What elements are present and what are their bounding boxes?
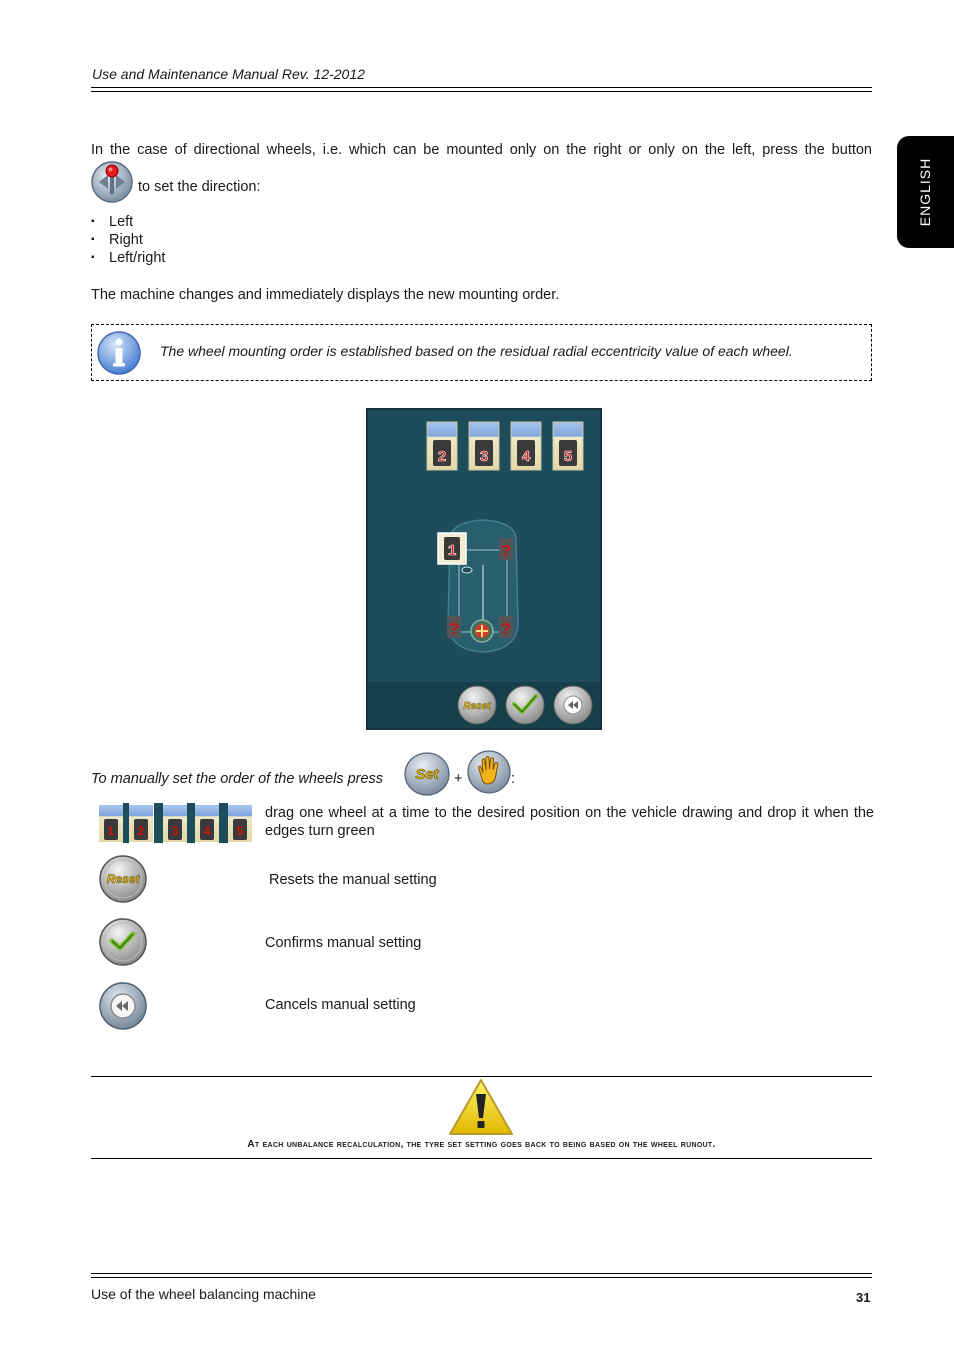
list-item: ▪ Left: [91, 214, 134, 230]
cancel-description: Cancels manual setting: [265, 997, 416, 1013]
reset-button-icon: [98, 854, 148, 904]
wheel-card: [228, 805, 252, 842]
warning-bottom-rule: [91, 1158, 872, 1159]
screen-wheel-card[interactable]: [511, 422, 541, 470]
screen-cancel-button[interactable]: [554, 686, 592, 724]
language-tab-label: ENGLISH: [917, 157, 934, 227]
footer-rule-2: [91, 1277, 872, 1278]
svg-text:5: 5: [563, 448, 573, 465]
machine-changes-text: The machine changes and immediately displays the new mounting order.: [91, 287, 560, 303]
intro-line-1: In the case of directional wheels, i.e. which can be mounted only on the right or only on the left, press the button: [91, 142, 872, 158]
screen-wheel-card[interactable]: [427, 422, 457, 470]
wheel-card: [129, 805, 153, 842]
cancel-button-icon: [98, 981, 148, 1031]
list-item: ▪ Right: [91, 232, 143, 248]
screen-reset-button[interactable]: [458, 686, 496, 724]
svg-text:4: 4: [521, 448, 531, 465]
svg-text:5: 5: [236, 824, 244, 838]
caption-plus: +: [454, 771, 463, 787]
svg-text:Set: Set: [415, 766, 439, 783]
warning-top-rule: [91, 1076, 872, 1077]
list-item: ▪ Left/right: [91, 250, 166, 266]
intro-line-2: to set the direction:: [138, 179, 261, 195]
screen-confirm-button[interactable]: [506, 686, 544, 724]
confirm-description: Confirms manual setting: [265, 935, 422, 951]
reset-description: Resets the manual setting: [269, 872, 437, 888]
svg-text:1: 1: [447, 542, 457, 559]
svg-text:?: ?: [501, 621, 511, 638]
header-rule-2: [91, 91, 872, 92]
screen-empty-slot[interactable]: [499, 538, 513, 560]
wheel-card: [163, 805, 187, 842]
page-number: 31: [856, 1290, 871, 1305]
manual-order-caption: To manually set the order of the wheels press: [91, 771, 384, 787]
caption-colon: :: [511, 771, 516, 787]
svg-text:Reset: Reset: [106, 872, 140, 886]
drag-instruction-text: drag one wheel at a time to the desired position on the vehicle drawing and drop it when the edges turn green: [265, 805, 874, 839]
confirm-button-icon: [98, 917, 148, 967]
info-note-text: The wheel mounting order is established based on the residual radial eccentricity value of each wheel.: [160, 343, 793, 359]
direction-options-list: [91, 213, 165, 267]
footer-rule: [91, 1273, 872, 1274]
screen-empty-slot[interactable]: [499, 616, 513, 638]
screen-wheel-card[interactable]: [469, 422, 499, 470]
svg-text:?: ?: [449, 621, 459, 638]
screen-empty-slot[interactable]: [447, 616, 461, 638]
language-tab: [897, 136, 954, 248]
svg-text:?: ?: [501, 543, 511, 560]
wheel-strip-icon: [98, 803, 252, 843]
warning-text: At each unbalance recalculation, the tyre set setting goes back to being based on the wheel runout.: [247, 1139, 716, 1150]
screen-placed-wheel[interactable]: [438, 533, 466, 564]
wheel-order-screen: [366, 408, 602, 730]
svg-text:4: 4: [203, 824, 211, 838]
svg-text:2: 2: [137, 824, 145, 838]
screen-wheel-card[interactable]: [553, 422, 583, 470]
svg-text:2: 2: [437, 448, 447, 465]
wheel-card: [195, 805, 219, 842]
svg-text:3: 3: [479, 448, 489, 465]
direction-button-icon: [90, 160, 134, 204]
svg-text:3: 3: [171, 824, 179, 838]
set-button-icon: [404, 752, 450, 796]
wheel-order-screen-drawing: [368, 410, 600, 728]
wheel-card: [99, 805, 123, 842]
header-title: Use and Maintenance Manual Rev. 12-2012: [92, 66, 365, 82]
svg-text:1: 1: [107, 824, 115, 838]
info-icon: [96, 330, 142, 376]
footer-section-title: Use of the wheel balancing machine: [91, 1286, 316, 1302]
svg-text:Reset: Reset: [463, 701, 491, 712]
hand-button-icon: [466, 749, 512, 795]
header-rule: [91, 87, 872, 88]
warning-icon: [448, 1078, 514, 1136]
